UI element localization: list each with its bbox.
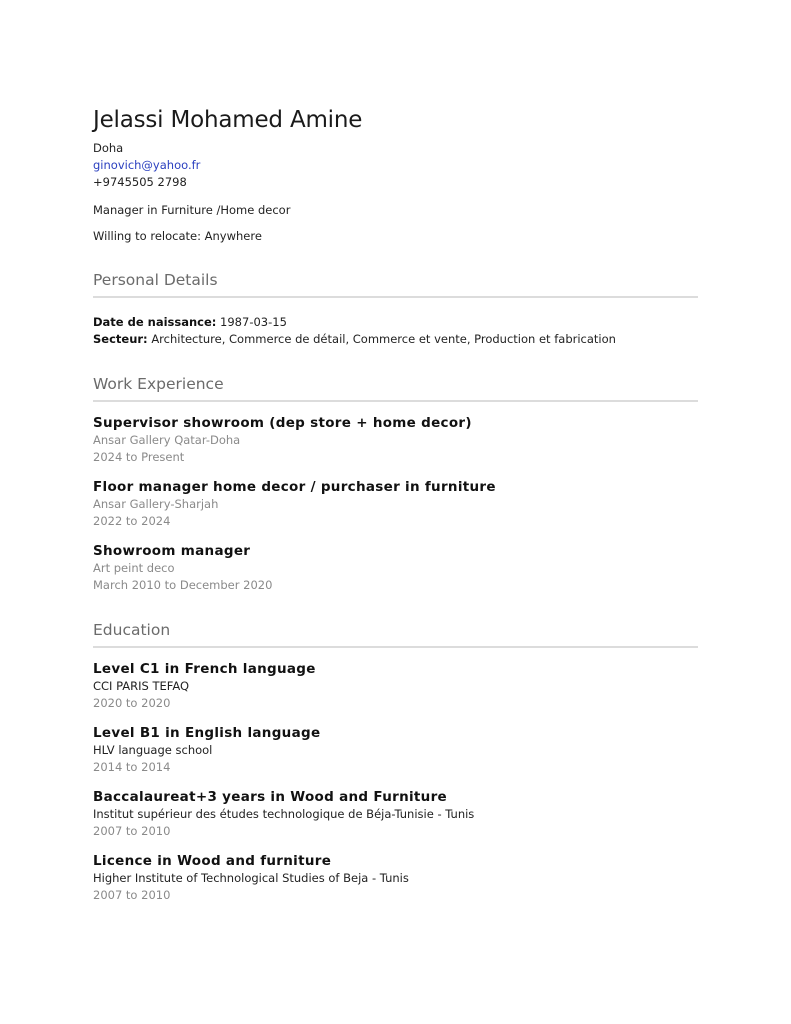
degree-title: Level B1 in English language <box>93 725 321 741</box>
job-dates: March 2010 to December 2020 <box>93 578 273 592</box>
company-name: Art peint deco <box>93 561 175 575</box>
job-title: Supervisor showroom (dep store + home decor) <box>93 415 472 431</box>
degree-title: Baccalaureat+3 years in Wood and Furniture <box>93 789 447 805</box>
candidate-name: Jelassi Mohamed Amine <box>93 107 363 133</box>
section-work-experience: Work Experience <box>93 374 698 402</box>
company-name: Ansar Gallery-Sharjah <box>93 497 219 511</box>
job-dates: 2022 to 2024 <box>93 514 171 528</box>
section-personal-details: Personal Details <box>93 270 698 298</box>
sector-value: Architecture, Commerce de détail, Commerce et vente, Production et fabrication <box>151 332 616 346</box>
birth-date-label: Date de naissance: <box>93 315 217 329</box>
work-list <box>93 414 698 594</box>
degree-title: Licence in Wood and furniture <box>93 853 332 869</box>
education-entry <box>93 724 698 776</box>
resume-content <box>93 104 698 904</box>
work-entry <box>93 414 698 466</box>
education-dates: 2014 to 2014 <box>93 760 171 774</box>
job-title: Showroom manager <box>93 543 251 559</box>
education-entry <box>93 788 698 840</box>
contact-block <box>93 140 698 191</box>
job-dates: 2024 to Present <box>93 450 185 464</box>
sector-row <box>93 331 698 348</box>
school-name: HLV language school <box>93 743 213 757</box>
sector-label: Secteur: <box>93 332 148 346</box>
company-name: Ansar Gallery Qatar-Doha <box>93 433 241 447</box>
section-education: Education <box>93 620 698 648</box>
school-name: Institut supérieur des études technologique de Béja-Tunisie - Tunis <box>93 807 475 821</box>
work-entry <box>93 478 698 530</box>
birth-date-value: 1987-03-15 <box>220 315 287 329</box>
education-dates: 2007 to 2010 <box>93 824 171 838</box>
personal-details <box>93 314 698 348</box>
education-list <box>93 660 698 904</box>
education-entry <box>93 660 698 712</box>
headline: Manager in Furniture /Home decor <box>93 203 291 217</box>
education-dates: 2020 to 2020 <box>93 696 171 710</box>
education-entry <box>93 852 698 904</box>
school-name: CCI PARIS TEFAQ <box>93 679 190 693</box>
work-entry <box>93 542 698 594</box>
birth-date-row <box>93 314 698 331</box>
education-dates: 2007 to 2010 <box>93 888 171 902</box>
school-name: Higher Institute of Technological Studies of Beja - Tunis <box>93 871 409 885</box>
degree-title: Level C1 in French language <box>93 661 316 677</box>
job-title: Floor manager home decor / purchaser in furniture <box>93 479 496 495</box>
phone: +9745505 2798 <box>93 175 187 189</box>
email-link[interactable]: ginovich@yahoo.fr <box>93 158 201 172</box>
city: Doha <box>93 141 124 155</box>
relocation: Willing to relocate: Anywhere <box>93 229 262 243</box>
